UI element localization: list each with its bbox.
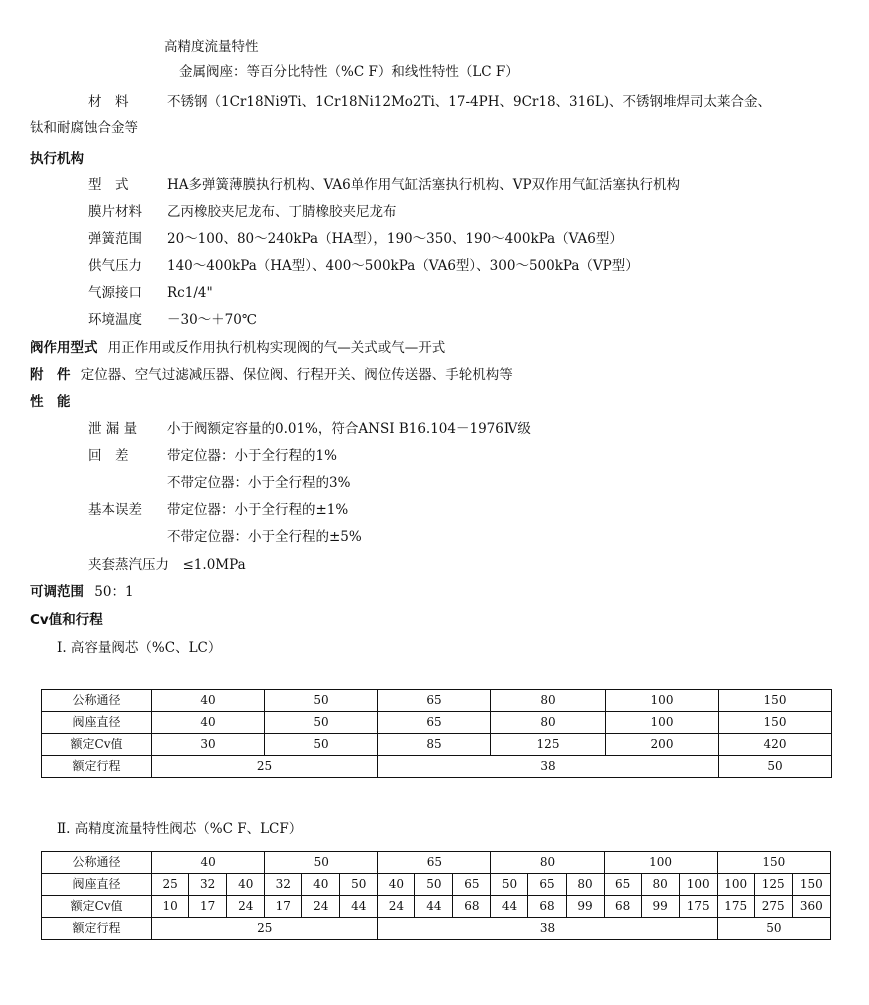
table-cell: 80 <box>641 874 679 896</box>
table-cell: 38 <box>378 918 717 940</box>
row-header: 额定行程 <box>42 756 152 778</box>
row-header: 额定Cv值 <box>42 734 152 756</box>
cv-table-high-precision <box>41 851 831 940</box>
table-cell: 50 <box>265 712 378 734</box>
table-cell: 25 <box>152 874 189 896</box>
action-value: 用正作用或反作用执行机构实现阀的气—关式或气—开式 <box>107 340 446 356</box>
table-cell: 38 <box>378 756 719 778</box>
action-title: 阀作用型式 <box>30 340 98 356</box>
hysteresis-without-positioner: 不带定位器：小于全行程的3% <box>167 475 351 491</box>
table-cell: 99 <box>641 896 679 918</box>
table-cell: 65 <box>378 690 491 712</box>
table-cell: 32 <box>265 874 302 896</box>
row-header: 阀座直径 <box>42 712 152 734</box>
supply-pressure-label: 供气压力 <box>88 258 142 274</box>
table-cell: 24 <box>378 896 415 918</box>
spring-range-label: 弹簧范围 <box>88 231 142 247</box>
table-cell: 150 <box>717 852 830 874</box>
table-cell: 44 <box>415 896 453 918</box>
table-row <box>42 712 832 734</box>
action-line <box>30 339 445 357</box>
table-cell: 100 <box>717 874 754 896</box>
table-cell: 25 <box>152 756 378 778</box>
table-row <box>42 756 832 778</box>
row-header: 阀座直径 <box>42 874 152 896</box>
row-header: 额定行程 <box>42 918 152 940</box>
ambient-temp-value: －30～＋70℃ <box>167 312 257 328</box>
table-cell: 24 <box>227 896 265 918</box>
table-cell: 99 <box>566 896 604 918</box>
table-cell: 65 <box>378 852 491 874</box>
table-cell: 17 <box>265 896 302 918</box>
table-cell: 68 <box>604 896 641 918</box>
table-cell: 32 <box>189 874 227 896</box>
table-cell: 25 <box>152 918 378 940</box>
table-cell: 40 <box>227 874 265 896</box>
table-cell: 50 <box>265 690 378 712</box>
table-cell: 65 <box>453 874 491 896</box>
table-cell: 80 <box>491 852 604 874</box>
table-row <box>42 874 831 896</box>
table-row <box>42 690 832 712</box>
leakage-value: 小于阀额定容量的0.01%，符合ANSI B16.104－1976Ⅳ级 <box>167 421 531 437</box>
actuator-title: 执行机构 <box>30 151 84 167</box>
table-cell: 68 <box>528 896 566 918</box>
basic-error-with-positioner: 带定位器：小于全行程的±1% <box>167 502 349 518</box>
table-cell: 65 <box>378 712 491 734</box>
basic-error-label: 基本误差 <box>88 502 142 518</box>
table-cell: 50 <box>717 918 830 940</box>
table-cell: 40 <box>152 690 265 712</box>
cv-title: Cv值和行程 <box>30 612 103 628</box>
table2-caption: Ⅱ. 高精度流量特性阀芯（%C F、LCF） <box>57 821 303 837</box>
table-cell: 68 <box>453 896 491 918</box>
table-cell: 150 <box>792 874 830 896</box>
table-cell: 50 <box>719 756 832 778</box>
table-cell: 65 <box>604 874 641 896</box>
diaphragm-material-label: 膜片材料 <box>88 204 142 220</box>
accessories-title: 附 件 <box>30 367 71 383</box>
table-cell: 50 <box>415 874 453 896</box>
hysteresis-with-positioner: 带定位器：小于全行程的1% <box>167 448 337 464</box>
features-heading: 高精度流量特性 <box>164 39 259 55</box>
table-cell: 150 <box>719 712 832 734</box>
table-cell: 80 <box>566 874 604 896</box>
air-connection-value: Rc1/4" <box>167 285 213 301</box>
table-row <box>42 852 831 874</box>
table-cell: 30 <box>152 734 265 756</box>
ambient-temp-label: 环境温度 <box>88 312 142 328</box>
table-cell: 40 <box>152 852 265 874</box>
table-cell: 40 <box>152 712 265 734</box>
material-label: 材 料 <box>88 94 129 110</box>
table-cell: 360 <box>792 896 830 918</box>
hysteresis-label: 回 差 <box>88 448 129 464</box>
table-cell: 125 <box>491 734 606 756</box>
table-cell: 40 <box>302 874 340 896</box>
range-value: 50：1 <box>94 584 134 600</box>
table-cell: 175 <box>717 896 754 918</box>
table-cell: 150 <box>719 690 832 712</box>
jacket-steam-pressure: 夹套蒸汽压力 ≤1.0MPa <box>88 557 246 573</box>
table-cell: 44 <box>340 896 378 918</box>
table1-caption: Ⅰ. 高容量阀芯（%C、LC） <box>57 640 222 656</box>
table-cell: 100 <box>679 874 717 896</box>
diaphragm-material-value: 乙丙橡胶夹尼龙布、丁腈橡胶夹尼龙布 <box>167 204 397 220</box>
table-row <box>42 896 831 918</box>
table-cell: 100 <box>606 712 719 734</box>
table-cell: 40 <box>378 874 415 896</box>
accessories-line <box>30 366 513 384</box>
accessories-value: 定位器、空气过滤减压器、保位阀、行程开关、阀位传送器、手轮机构等 <box>80 367 513 383</box>
table-cell: 200 <box>606 734 719 756</box>
table-cell: 65 <box>528 874 566 896</box>
material-text-1: 不锈钢（1Cr18Ni9Ti、1Cr18Ni12Mo2Ti、17-4PH、9Cr18、316L)、不锈钢堆焊司太莱合金、 <box>167 94 772 110</box>
row-header: 公称通径 <box>42 852 152 874</box>
supply-pressure-value: 140～400kPa（HA型）、400～500kPa（VA6型）、300～500kPa（VP型） <box>167 258 639 274</box>
table-cell: 24 <box>302 896 340 918</box>
table-cell: 100 <box>606 690 719 712</box>
actuator-type-value: HA多弹簧薄膜执行机构、VA6单作用气缸活塞执行机构、VP双作用气缸活塞执行机构 <box>167 177 681 193</box>
table-row <box>42 918 831 940</box>
air-connection-label: 气源接口 <box>88 285 142 301</box>
table-cell: 125 <box>754 874 792 896</box>
table-cell: 50 <box>265 852 378 874</box>
table-cell: 50 <box>491 874 528 896</box>
row-header: 额定Cv值 <box>42 896 152 918</box>
table-cell: 44 <box>491 896 528 918</box>
table-row <box>42 734 832 756</box>
table-cell: 50 <box>340 874 378 896</box>
table-cell: 17 <box>189 896 227 918</box>
basic-error-without-positioner: 不带定位器：小于全行程的±5% <box>167 529 362 545</box>
spring-range-value: 20～100、80～240kPa（HA型），190～350、190～400kPa（VA6型） <box>167 231 623 247</box>
table-cell: 420 <box>719 734 832 756</box>
table-cell: 10 <box>152 896 189 918</box>
table-cell: 275 <box>754 896 792 918</box>
cv-table-high-capacity <box>41 689 832 778</box>
table-cell: 100 <box>604 852 717 874</box>
table-cell: 85 <box>378 734 491 756</box>
material-text-2: 钛和耐腐蚀合金等 <box>30 120 138 136</box>
table-cell: 175 <box>679 896 717 918</box>
table-cell: 80 <box>491 712 606 734</box>
table-cell: 80 <box>491 690 606 712</box>
table-cell: 50 <box>265 734 378 756</box>
range-title: 可调范围 <box>30 584 84 600</box>
performance-title: 性 能 <box>30 394 71 410</box>
metal-seat-line: 金属阀座：等百分比特性（%C F）和线性特性（LC F） <box>179 64 519 80</box>
actuator-type-label: 型 式 <box>88 177 129 193</box>
row-header: 公称通径 <box>42 690 152 712</box>
leakage-label: 泄 漏 量 <box>88 421 138 437</box>
range-line <box>30 583 134 601</box>
